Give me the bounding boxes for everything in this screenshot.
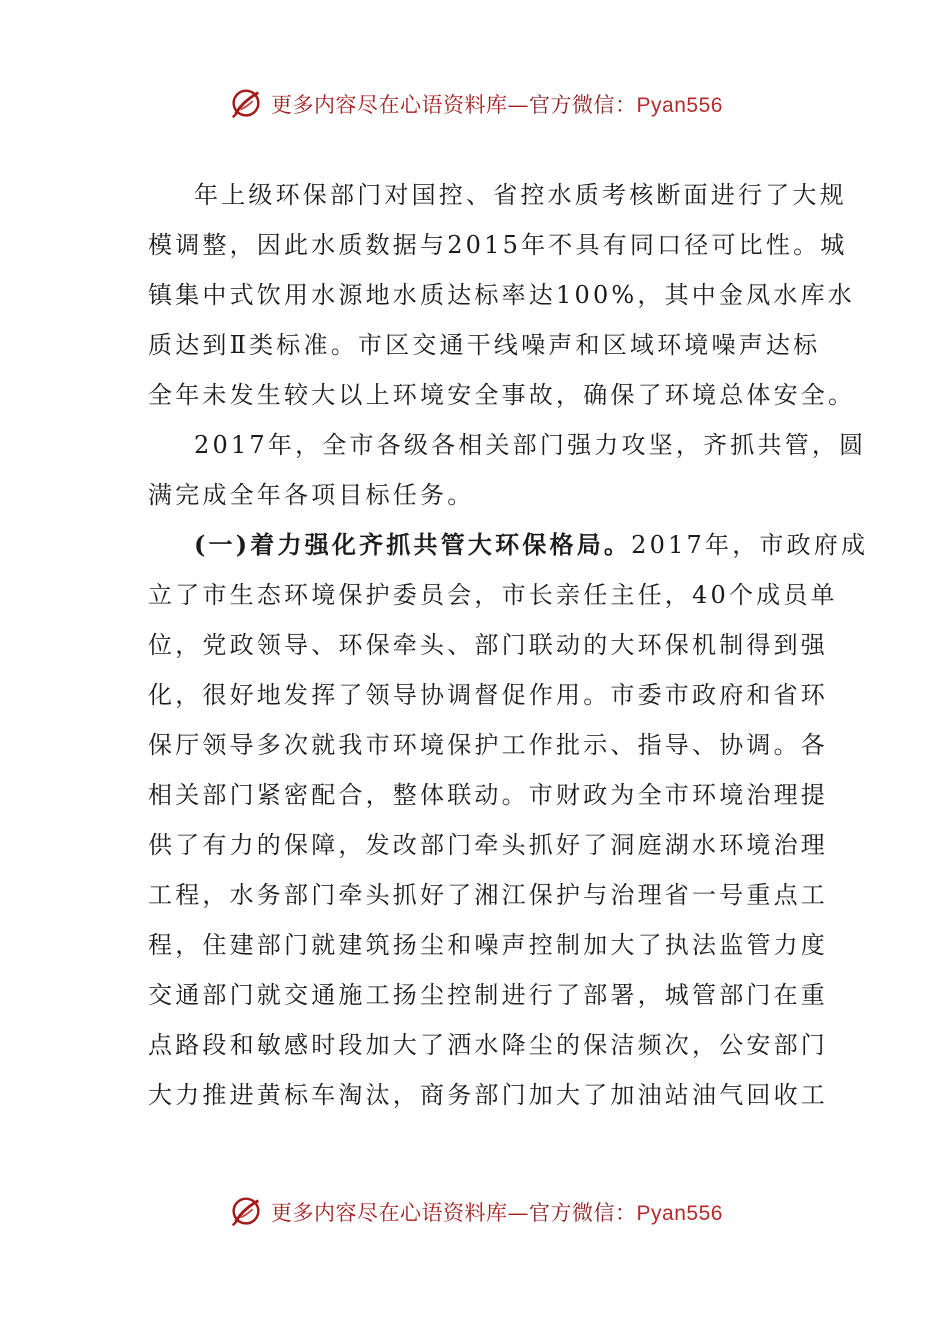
banner-text <box>271 1197 723 1227</box>
text-line: 交通部门就交通施工扬尘控制进行了部署，城管部门在重 <box>148 981 828 1009</box>
banner-main: 更多内容尽在心语资料库 <box>271 93 508 117</box>
text-line: 镇集中式饮用水源地水质达标率达100%，其中金凤水库水 <box>148 281 856 309</box>
text-line: 保厅领导多次就我市环境保护工作批示、指导、协调。各 <box>148 731 828 759</box>
text-line: 模调整，因此水质数据与2015年不具有同口径可比性。城 <box>148 231 848 259</box>
text-line: 满完成全年各项目标任务。 <box>148 481 475 509</box>
banner-wechat-label: 官方微信： <box>529 1201 637 1225</box>
text-line: 化，很好地发挥了领导协调督促作用。市委市政府和省环 <box>148 681 828 709</box>
text-line: 大力推进黄标车淘汰，商务部门加大了加油站油气回收工 <box>148 1081 828 1109</box>
text-line: 程，住建部门就建筑扬尘和噪声控制加大了执法监管力度 <box>148 931 828 959</box>
text-line: 点路段和敏感时段加大了洒水降尘的保洁频次，公安部门 <box>148 1031 828 1059</box>
banner-wechat-id: Pyan556 <box>636 1202 723 1225</box>
text-line: 全年未发生较大以上环境安全事故，确保了环境总体安全。 <box>148 381 856 409</box>
brand-logo-icon <box>227 85 265 123</box>
banner-wechat-id: Pyan556 <box>636 94 723 117</box>
banner-text <box>271 89 723 119</box>
section-heading: (一)着力强化齐抓共管大环保格局。 <box>194 530 632 559</box>
text-line: 年上级环保部门对国控、省控水质考核断面进行了大规 <box>194 181 847 209</box>
banner-dash: — <box>507 1201 530 1225</box>
text-line: 工程，水务部门牵头抓好了湘江保护与治理省一号重点工 <box>148 881 828 909</box>
header-banner <box>0 84 950 124</box>
banner-wechat-label: 官方微信： <box>529 93 637 117</box>
banner-main: 更多内容尽在心语资料库 <box>271 1201 508 1225</box>
text-line: 质达到Ⅱ类标准。市区交通干线噪声和区域环境噪声达标 <box>148 331 821 359</box>
document-body <box>148 170 869 1120</box>
text-line: 相关部门紧密配合，整体联动。市财政为全市环境治理提 <box>148 781 828 809</box>
brand-logo-icon <box>227 1193 265 1231</box>
text-line: 供了有力的保障，发改部门牵头抓好了洞庭湖水环境治理 <box>148 831 828 859</box>
footer-banner <box>0 1192 950 1232</box>
text-line: 2017年，全市各级各相关部门强力攻坚，齐抓共管，圆 <box>194 431 867 459</box>
banner-dash: — <box>507 93 530 117</box>
text-line: 位，党政领导、环保牵头、部门联动的大环保机制得到强 <box>148 631 828 659</box>
section-heading-rest: 2017年，市政府成 <box>631 531 869 559</box>
text-line: 立了市生态环境保护委员会，市长亲任主任，40个成员单 <box>148 581 838 609</box>
section-heading-line <box>148 520 869 570</box>
